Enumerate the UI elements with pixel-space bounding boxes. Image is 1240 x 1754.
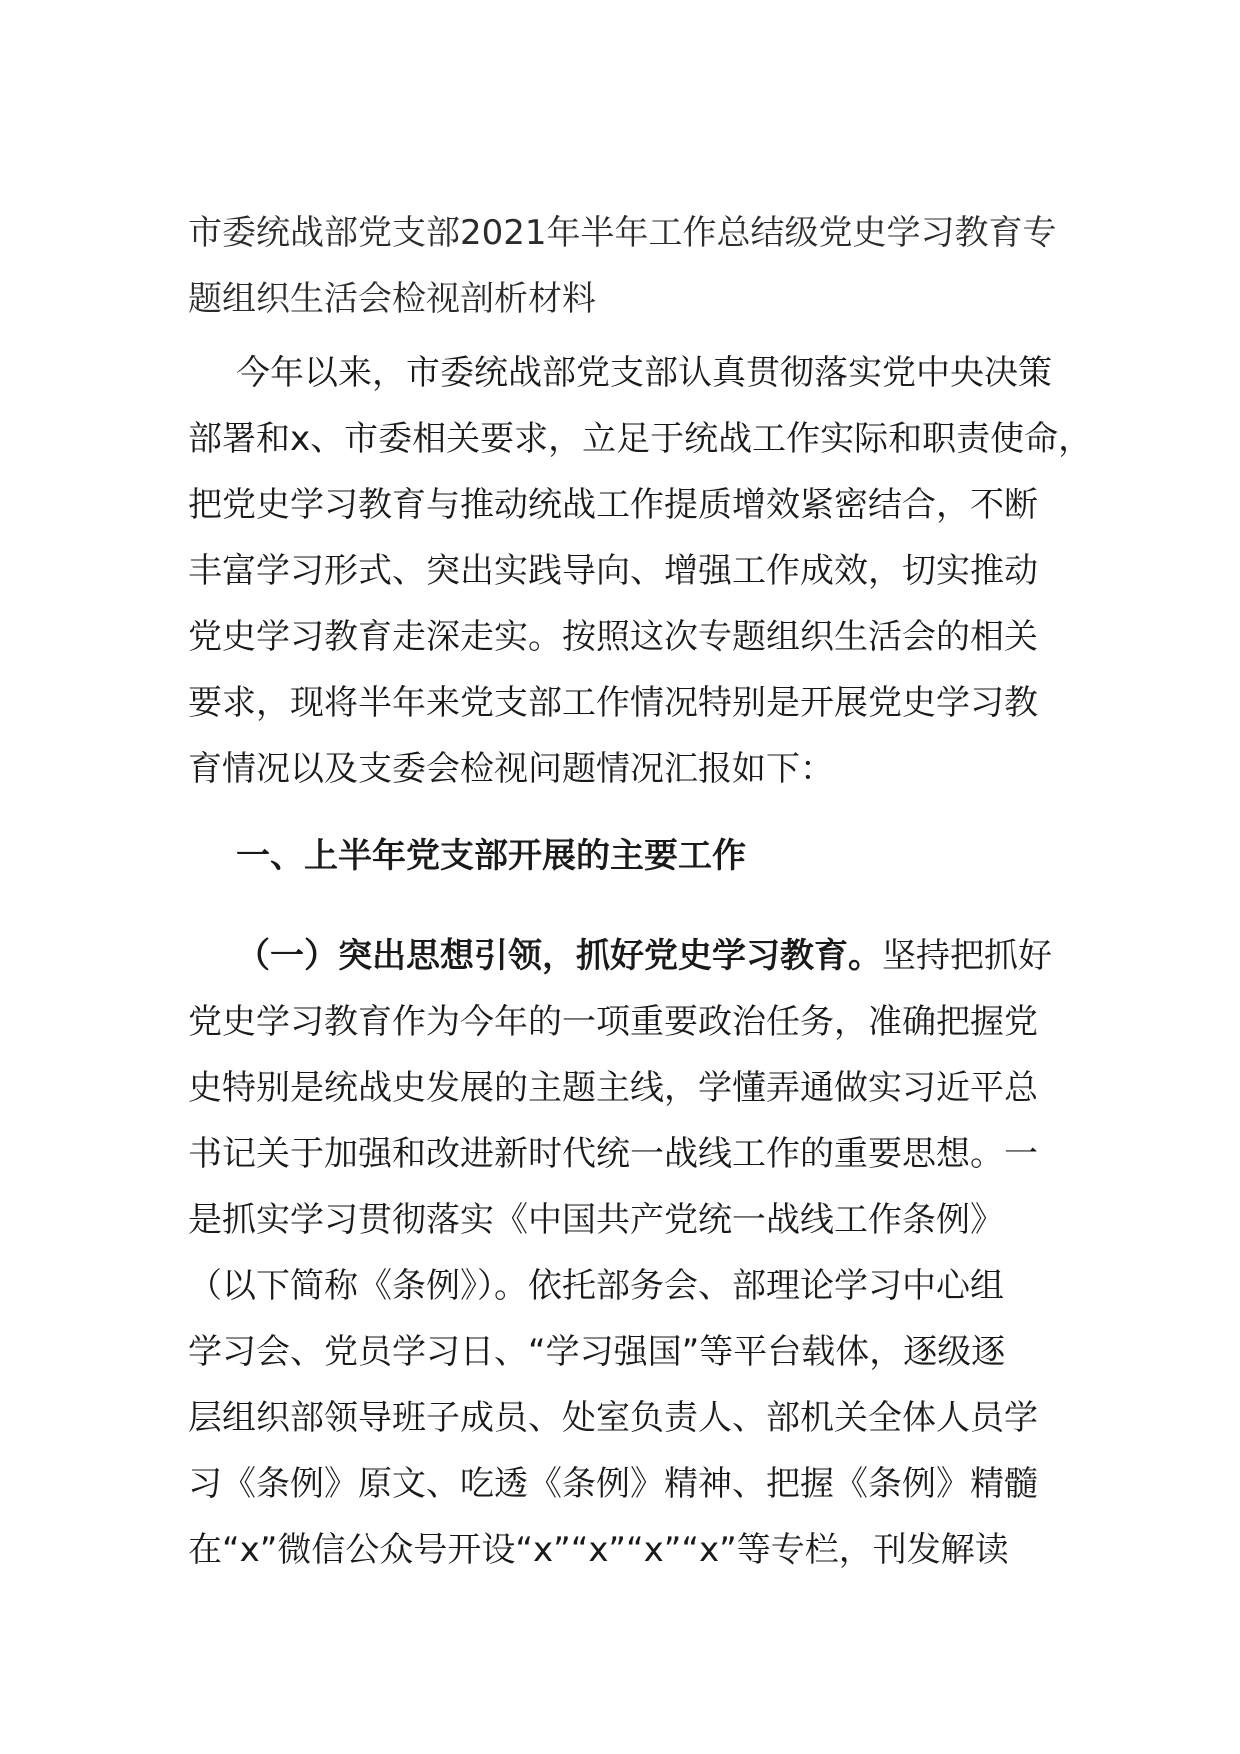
paragraph-line: 习《条例》原文、吃透《条例》精神、把握《条例》精髓 [188,1464,1038,1504]
paragraph-line: 在“x”微信公众号开设“x”“x”“x”“x”等专栏，刊发解读 [188,1530,1009,1570]
paragraph-line: 学习会、党员学习日、“学习强国”等平台载体，逐级逐 [188,1332,1006,1372]
paragraph-line: 要求，现将半年来党支部工作情况特别是开展党史学习教 [188,683,1038,723]
title-line: 市委统战部党支部2021年半年工作总结级党史学习教育专 [188,213,1057,253]
paragraph-line: 是抓实学习贯彻落实《中国共产党统一战线工作条例》 [188,1200,1004,1240]
section-paragraph [188,923,1088,1583]
paragraph-line: （以下简称《条例》）。依托部务会、部理论学习中心组 [188,1266,1004,1306]
intro-paragraph [188,340,1093,802]
document-title [188,200,1068,332]
paragraph-line: 部署和x、市委相关要求，立足于统战工作实际和职责使命， [188,419,1093,459]
paragraph-line: 丰富学习形式、突出实践导向、增强工作成效，切实推动 [188,551,1038,591]
paragraph-line: 史特别是统战史发展的主题主线，学懂弄通做实习近平总 [188,1068,1038,1108]
paragraph-line: 书记关于加强和改进新时代统一战线工作的重要思想。一 [188,1134,1038,1174]
paragraph-line: 育情况以及支委会检视问题情况汇报如下： [188,749,834,789]
title-line: 题组织生活会检视剖析材料 [188,279,596,319]
paragraph-line [188,923,1088,989]
paragraph-line: 今年以来，市委统战部党支部认真贯彻落实党中央决策 [236,353,1052,393]
paragraph-line: 层组织部领导班子成员、处室负责人、部机关全体人员学 [188,1398,1038,1438]
paragraph-lead-rest: 坚持把抓好 [882,936,1052,976]
paragraph-lead-bold: （一）突出思想引领，抓好党史学习教育。 [236,936,882,976]
paragraph-line: 把党史学习教育与推动统战工作提质增效紧密结合，不断 [188,485,1038,525]
paragraph-line: 党史学习教育走深走实。按照这次专题组织生活会的相关 [188,617,1038,657]
paragraph-line: 党史学习教育作为今年的一项重要政治任务，准确把握党 [188,1002,1038,1042]
section-heading: 一、上半年党支部开展的主要工作 [236,836,746,876]
